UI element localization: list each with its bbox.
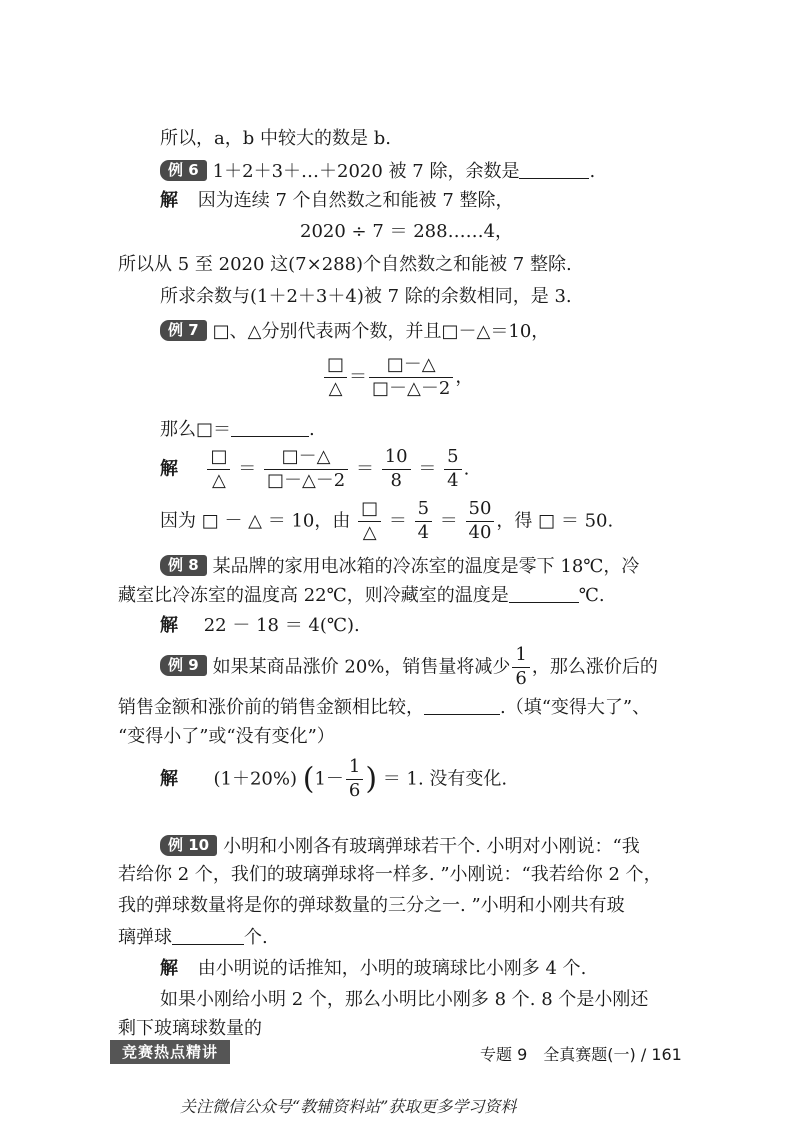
example-badge: 例 7 xyxy=(160,320,207,341)
example-10 xyxy=(160,835,640,856)
answer-blank xyxy=(424,698,500,715)
question-text: 小明和小刚各有玻璃弹球若干个. 小明对小刚说：“我 xyxy=(223,836,640,857)
equation: 2020 ÷ 7 ＝ 288……4， xyxy=(300,221,514,242)
question-text: 如果某商品涨价 20%，销售量将减少 xyxy=(212,656,511,678)
solution-label: 解 xyxy=(160,458,178,480)
text-line: 所以，a，b 中较大的数是 b. xyxy=(160,128,391,149)
solution-text: 所求余数与(1＋2＋3＋4)被 7 除的余数相同，是 3. xyxy=(160,286,572,307)
solution-text: 因为连续 7 个自然数之和能被 7 整除， xyxy=(197,190,514,211)
solution-text: 如果小刚给小明 2 个，那么小明比小刚多 8 个. 8 个是小刚还 xyxy=(160,989,649,1010)
solution-label: 解 xyxy=(160,190,178,211)
example-8 xyxy=(160,555,639,576)
solution-label: 解 xyxy=(160,958,178,979)
section-tag: 竞赛热点精讲 xyxy=(110,1040,230,1064)
question-text: 我的弹球数量将是你的弹球数量的三分之一. ”小明和小刚共有玻 xyxy=(118,895,625,916)
solution-text: 所以从 5 至 2020 这(7×288)个自然数之和能被 7 整除. xyxy=(118,254,572,275)
solution-line: 解 (1＋20%) (1－ $\frac{1}{6}$ ) ＝ 1. 没有变化. xyxy=(160,756,508,801)
answer-blank xyxy=(519,162,589,179)
solution-line xyxy=(160,192,514,210)
solution-line: 因为 □ － △ ＝ 10，由 $\frac{□}{\triangle}$ ＝ $\frac{5}{4}$ ＝ $\frac{50}{40}$ ，得 □ ＝ 50. xyxy=(160,498,614,543)
solution-text: 剩下玻璃球数量的 xyxy=(118,1018,262,1039)
answer-blank xyxy=(231,420,309,437)
solution-line: 解 $\frac{□}{\triangle}$ ＝ $\frac{□-\triangle}{□-\triangle-2}$ ＝ $\frac{10}{8}$ ＝ $\frac{5}{4}$ . xyxy=(160,446,470,491)
answer-blank xyxy=(172,928,244,945)
watermark-text: 关注微信公众号“教辅资料站”获取更多学习资料 xyxy=(180,1097,517,1116)
fraction: $\frac{1}{6}$ xyxy=(346,758,363,801)
example-6 xyxy=(160,160,595,181)
solution-label: 解 xyxy=(160,768,178,790)
fraction: $\frac{□}{\triangle}$ xyxy=(207,448,230,491)
question-text: 那么□＝ . xyxy=(160,419,315,440)
question-text: □、△分别代表两个数，并且□－△＝10， xyxy=(212,321,550,342)
fraction: $\frac{50}{40}$ xyxy=(466,500,495,543)
example-9 xyxy=(160,646,658,689)
question-text: ，那么涨价后的 xyxy=(531,656,658,678)
fraction: $\frac{□-\triangle}{□-\triangle-2}$ xyxy=(264,448,348,491)
solution-line xyxy=(160,960,586,978)
example-7 xyxy=(160,320,549,341)
example-badge: 例 10 xyxy=(160,835,217,856)
solution-text: 由小明说的话推知，小明的玻璃球比小刚多 4 个. xyxy=(197,958,587,979)
fraction: $\frac{5}{4}$ xyxy=(415,500,432,543)
period: . xyxy=(589,161,596,182)
question-text: 藏室比冷冻室的温度高 22℃，则冷藏室的温度是 ℃. xyxy=(118,585,605,606)
example-badge: 例 6 xyxy=(160,160,207,181)
solution-text: 22 － 18 ＝ 4(℃). xyxy=(203,615,360,636)
answer-blank xyxy=(509,586,579,603)
question-text: 1＋2＋3＋…＋2020 被 7 除，余数是 xyxy=(212,161,520,182)
question-text: “变得小了”或“没有变化”） xyxy=(118,726,335,747)
fraction: $\frac{10}{8}$ xyxy=(382,448,411,491)
fraction: $\frac{□}{\triangle}$ xyxy=(358,500,381,543)
question-text: 若给你 2 个，我们的玻璃弹球将一样多. ”小刚说：“我若给你 2 个， xyxy=(118,864,662,885)
solution-line xyxy=(160,617,360,635)
page-footer: 专题 9 全真赛题(一) / 161 xyxy=(480,1045,682,1064)
fraction: $\frac{1}{6}$ xyxy=(512,646,529,689)
example-badge: 例 9 xyxy=(160,655,207,676)
fraction: $\frac{□}{\triangle}$ xyxy=(324,356,347,399)
fraction-equation: $\frac{□}{\triangle}$ ＝ $\frac{□-\triangle}{□-\triangle-2}$ ， xyxy=(322,356,473,399)
question-text: 璃弹球 个. xyxy=(118,927,268,948)
example-badge: 例 8 xyxy=(160,555,207,576)
solution-label: 解 xyxy=(160,615,178,636)
fraction: $\frac{□-\triangle}{□-\triangle-2}$ xyxy=(369,356,453,399)
fraction: $\frac{5}{4}$ xyxy=(444,448,461,491)
question-text: 销售金额和涨价前的销售金额相比较， .（填“变得大了”、 xyxy=(118,697,651,718)
question-text: 某品牌的家用电冰箱的冷冻室的温度是零下 18℃，冷 xyxy=(212,556,640,577)
